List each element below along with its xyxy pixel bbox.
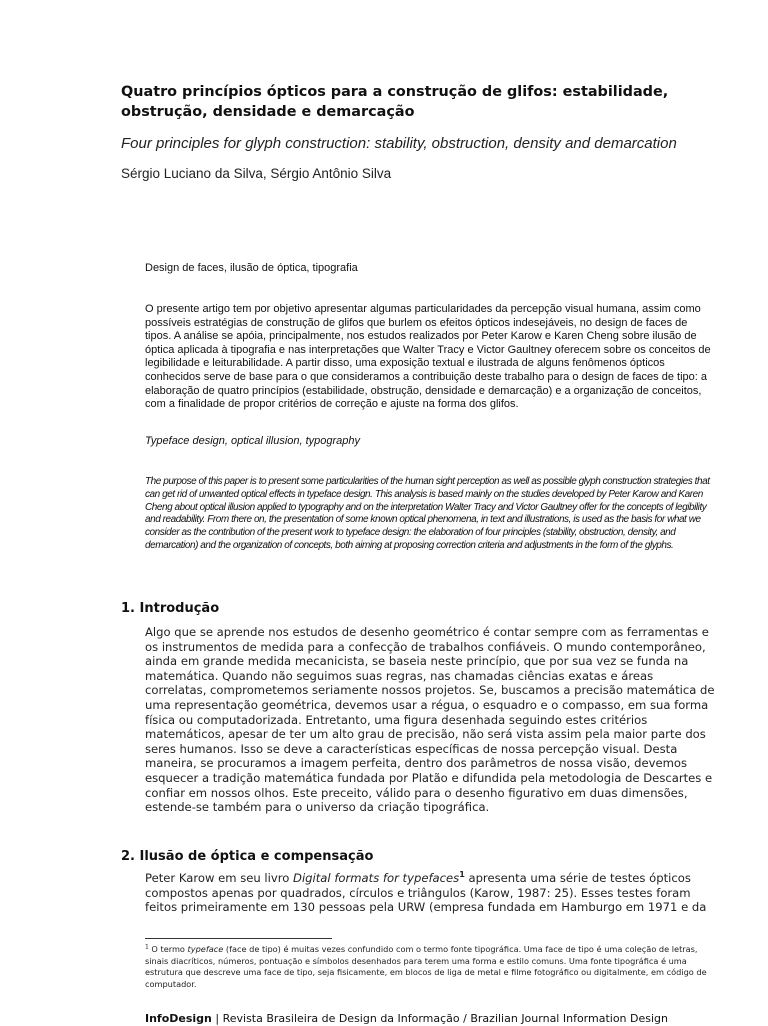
abstract-en: The purpose of this paper is to present some particularities of the human sight perception as well as possible glyph construction strategies that can get rid of unwanted optical effects in typeface design. This analysis is based mainly on the studies developed by Peter Karow and Karen Cheng about optical illusion applied to typography and on the interpretation Walter Tracy and Victor Gaultney offer for the concepts of legibility and readability. From there on, the presentation of some known optical phenomena, in text and illustrations, is used as the basis for what we consider as the contribution of the present work to typeface design: the elaboration of four principles (stability, obstruction, density, and demarcation) and the organization of concepts, both aiming at proposing correction criteria and adjustments in the form of the glyphs. (145, 476, 710, 551)
paper-title-pt: Quatro princípios ópticos para a construção de glifos: estabilidade, obstrução, densidade e demarcação (121, 84, 669, 120)
journal-full-name: Revista Brasileira de Design da Informação / Brazilian Journal Information Design (222, 1012, 669, 1025)
section-2-text-before: Peter Karow em seu livro (145, 871, 294, 885)
authors: Sérgio Luciano da Silva, Sérgio Antônio Silva (121, 166, 392, 181)
footnote-reference[interactable]: 1 (459, 870, 465, 880)
section-1-heading: 1. Introdução (121, 601, 220, 616)
abstract-pt: O presente artigo tem por objetivo apresentar algumas particularidades da percepção visual humana, assim como possíveis estratégias de construção de glifos que burlem os efeitos ópticos indesejáveis, no design de faces de tipos. A análise se apóia, principalmente, nos estudos realizados por Peter Karow e Karen Cheng sobre ilusão de óptica aplicada à tipografia e nas interpretações que Walter Tracy e Victor Gaultney oferecem sobre os conceitos de legibilidade e leiturabilidade. A partir disso, uma exposição textual e ilustrada de alguns fenômenos ópticos conhecidos serve de base para o que consideramos a contribuição deste trabalho para o design de faces de tipo: a elaboração de quatro princípios (estabilidade, obstrução, densidade e demarcação) e a organização de conceitos, com a finalidade de propor critérios de correção e ajuste na forma dos glifos. (145, 303, 711, 411)
section-1-body: Algo que se aprende nos estudos de desenho geométrico é contar sempre com as ferramentas e os instrumentos de medida para a confecção de trabalhos confiáveis. O mundo contemporâneo, ainda em grande medida mecanicista, se baseia neste princípio, que por sua vez se funda na matemática. Quando não seguimos suas regras, nas chamadas ciências exatas e áreas correlatas, comprometemos seriamente nossos projetos. Se, buscamos a precisão matemática de uma representação geométrica, devemos usar a régua, o esquadro e o compasso, em sua forma física ou computadorizada. Entretanto, uma figura desenhada seguindo estes critérios matemáticos, apesar de ter um alto grau de precisão, não será vista assim pela maior parte dos seres humanos. Isso se deve a características específicas de nossa percepção visual. Desta maneira, se procuramos a imagem perfeita, dentro dos parâmetros de nossa visão, devemos esquecer a tradição matemática fundada por Platão e difundida pela metodologia de Descartes e confiar em nossos olhos. Este preceito, válido para o desenho figurativo em duas dimensões, estende-se também para o universo da criação tipográfica. (145, 625, 715, 815)
paper-title-en: Four principles for glyph construction: stability, obstruction, density and demarcation (121, 135, 677, 152)
footnote-text-before: O termo (148, 944, 188, 954)
footnote-divider (145, 938, 332, 939)
keywords-en: Typeface design, optical illusion, typography (145, 435, 361, 447)
footnote-text-after: (face de tipo) é muitas vezes confundido com o termo fonte tipográfica. Uma face de tipo é uma coleção de letras, sinais diacríticos, números, pontuação e símbolos desenhados para terem uma forma e estilo comuns. Uma fonte tipográfica é uma estrutura que descreve uma face de tipo, seja fisicamente, em blocos de liga de metal e filme fotográfico ou digitalmente, em código de computador. (145, 944, 707, 989)
footer-separator: | (211, 1012, 223, 1025)
section-2-text-after: apresenta uma série de testes ópticos compostos apenas por quadrados, círculos e triângulos (Karow, 1987: 25). Esses testes foram feitos primeiramente em 130 pessoas pela URW (empresa fundada em Hamburgo em 1971 e da (145, 871, 707, 915)
journal-short-name: InfoDesign (145, 1012, 212, 1025)
keywords-pt: Design de faces, ilusão de óptica, tipografia (145, 262, 358, 274)
footnote-number: 1 (145, 943, 149, 951)
book-title: Digital formats for typefaces (293, 871, 460, 885)
footnote-term: typeface (187, 944, 224, 954)
section-2-heading: 2. Ilusão de óptica e compensação (121, 849, 374, 864)
footnote (145, 944, 717, 990)
section-2-body (145, 871, 715, 915)
